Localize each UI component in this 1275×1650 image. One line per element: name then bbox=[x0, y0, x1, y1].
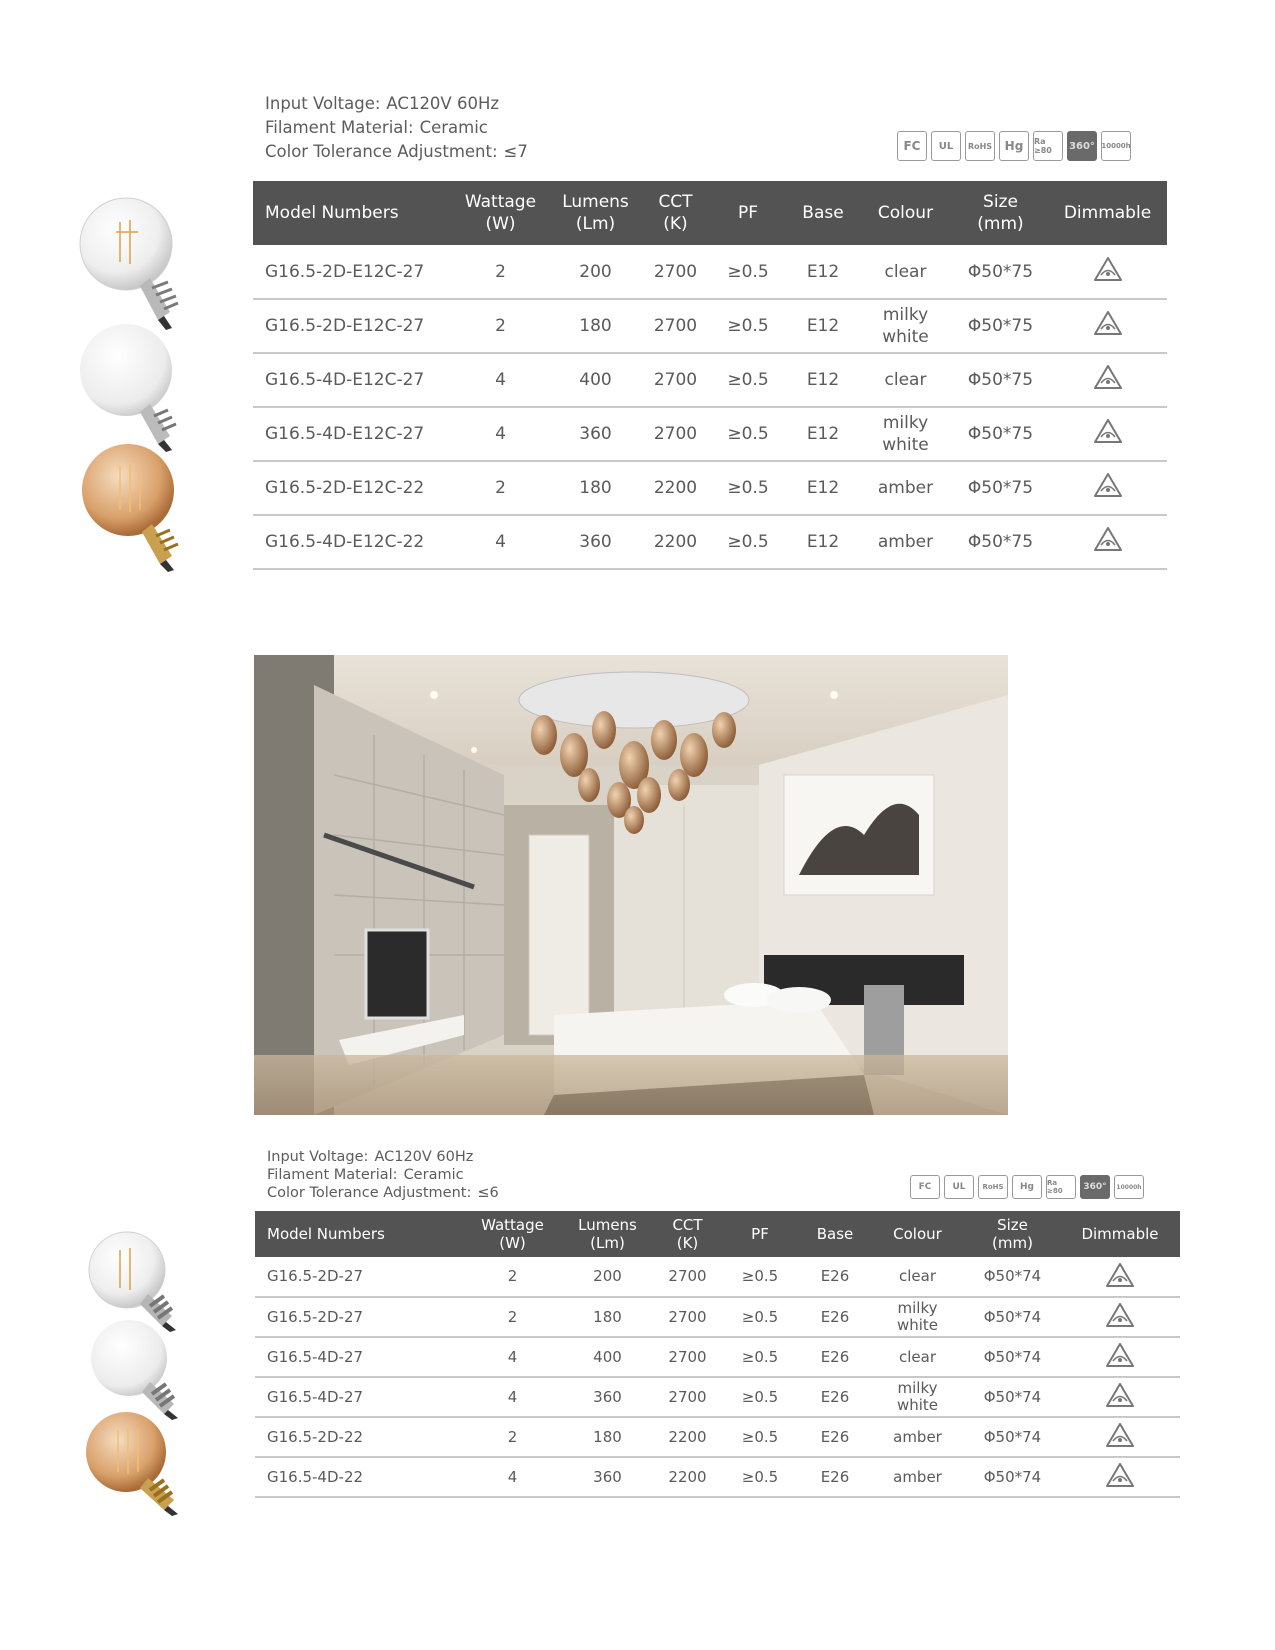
cell-colour: amber bbox=[858, 515, 953, 569]
cell-colour: amber bbox=[870, 1417, 965, 1457]
cell-base: E12 bbox=[788, 245, 858, 299]
cell-pf: ≥0.5 bbox=[720, 1297, 800, 1337]
table-row bbox=[255, 1257, 1180, 1297]
header-wattage: Wattage (W) bbox=[453, 181, 548, 245]
cell-base: E26 bbox=[800, 1417, 870, 1457]
header-base: Base bbox=[800, 1211, 870, 1257]
cert-icons-1 bbox=[897, 131, 1131, 161]
ra80-icon: Ra ≥80 bbox=[1033, 131, 1063, 161]
table-row bbox=[253, 461, 1167, 515]
spec-table-2 bbox=[255, 1211, 1180, 1498]
cell-colour: amber bbox=[858, 461, 953, 515]
dimmable-icon bbox=[1093, 526, 1123, 552]
cell-pf: ≥0.5 bbox=[708, 299, 788, 353]
dimmable-icon bbox=[1105, 1342, 1135, 1368]
header-model: Model Numbers bbox=[253, 181, 453, 245]
spec-color-tolerance: Color Tolerance Adjustment: ≤6 bbox=[267, 1185, 499, 1201]
table-row bbox=[253, 299, 1167, 353]
cell-pf: ≥0.5 bbox=[708, 245, 788, 299]
cell-lumens: 200 bbox=[548, 245, 643, 299]
cell-lumens: 400 bbox=[560, 1337, 655, 1377]
cell-size: Φ50*75 bbox=[953, 299, 1048, 353]
cell-lumens: 180 bbox=[560, 1417, 655, 1457]
cell-cct: 2200 bbox=[643, 461, 708, 515]
header-size: Size (mm) bbox=[965, 1211, 1060, 1257]
cell-base: E12 bbox=[788, 407, 858, 461]
cell-pf: ≥0.5 bbox=[720, 1417, 800, 1457]
cell-dimmable bbox=[1048, 407, 1167, 461]
cell-cct: 2700 bbox=[643, 407, 708, 461]
header-wattage: Wattage (W) bbox=[465, 1211, 560, 1257]
fcc-icon: FC bbox=[897, 131, 927, 161]
spec-list-1 bbox=[265, 92, 528, 164]
cell-size: Φ50*74 bbox=[965, 1337, 1060, 1377]
cell-lumens: 180 bbox=[560, 1297, 655, 1337]
ra80-icon: Ra ≥80 bbox=[1046, 1175, 1076, 1199]
spec-input-voltage: Input Voltage: AC120V 60Hz bbox=[267, 1149, 474, 1165]
table-header bbox=[255, 1211, 1180, 1257]
cell-dimmable bbox=[1060, 1457, 1180, 1497]
amber-bulb-e12-image bbox=[80, 438, 190, 573]
360-degree-icon: 360° bbox=[1067, 131, 1097, 161]
cell-size: Φ50*75 bbox=[953, 353, 1048, 407]
header-dimmable: Dimmable bbox=[1048, 181, 1167, 245]
cell-lumens: 180 bbox=[548, 461, 643, 515]
cell-base: E26 bbox=[800, 1457, 870, 1497]
cell-size: Φ50*75 bbox=[953, 515, 1048, 569]
cell-size: Φ50*74 bbox=[965, 1297, 1060, 1337]
cell-base: E26 bbox=[800, 1377, 870, 1417]
cell-cct: 2700 bbox=[655, 1377, 720, 1417]
table-header bbox=[253, 181, 1167, 245]
cell-pf: ≥0.5 bbox=[708, 353, 788, 407]
cell-lumens: 400 bbox=[548, 353, 643, 407]
cell-model: G16.5-4D-27 bbox=[255, 1377, 465, 1417]
fcc-icon: FC bbox=[910, 1175, 940, 1199]
cell-size: Φ50*75 bbox=[953, 461, 1048, 515]
cell-cct: 2700 bbox=[643, 299, 708, 353]
cell-cct: 2700 bbox=[655, 1297, 720, 1337]
table-row bbox=[255, 1457, 1180, 1497]
cell-size: Φ50*75 bbox=[953, 245, 1048, 299]
cell-watt: 2 bbox=[453, 461, 548, 515]
header-model: Model Numbers bbox=[255, 1211, 465, 1257]
cell-dimmable bbox=[1048, 353, 1167, 407]
cell-pf: ≥0.5 bbox=[720, 1257, 800, 1297]
cell-size: Φ50*74 bbox=[965, 1457, 1060, 1497]
cell-size: Φ50*74 bbox=[965, 1377, 1060, 1417]
header-base: Base bbox=[788, 181, 858, 245]
header-pf: PF bbox=[708, 181, 788, 245]
cert-icons-2 bbox=[910, 1175, 1144, 1199]
milky-bulb-e12-image bbox=[78, 318, 188, 453]
cell-cct: 2700 bbox=[655, 1257, 720, 1297]
cell-colour: milky white bbox=[858, 407, 953, 461]
cell-base: E26 bbox=[800, 1337, 870, 1377]
cell-watt: 2 bbox=[453, 245, 548, 299]
dimmable-icon bbox=[1105, 1302, 1135, 1328]
cell-model: G16.5-2D-E12C-22 bbox=[253, 461, 453, 515]
spec-input-voltage: Input Voltage: AC120V 60Hz bbox=[265, 94, 500, 113]
cell-base: E12 bbox=[788, 299, 858, 353]
cell-lumens: 360 bbox=[560, 1457, 655, 1497]
cell-watt: 4 bbox=[465, 1457, 560, 1497]
mercury-free-icon: Hg bbox=[999, 131, 1029, 161]
rohs-icon: RoHS bbox=[965, 131, 995, 161]
dimmable-icon bbox=[1105, 1422, 1135, 1448]
ul-icon: UL bbox=[944, 1175, 974, 1199]
cell-base: E12 bbox=[788, 515, 858, 569]
cell-watt: 2 bbox=[465, 1297, 560, 1337]
spec-color-tolerance: Color Tolerance Adjustment: ≤7 bbox=[265, 142, 528, 161]
lifetime-icon: 10000h bbox=[1101, 131, 1131, 161]
header-cct: CCT (K) bbox=[655, 1211, 720, 1257]
cell-model: G16.5-2D-E12C-27 bbox=[253, 299, 453, 353]
table-row bbox=[255, 1297, 1180, 1337]
cell-colour: milky white bbox=[870, 1297, 965, 1337]
cell-model: G16.5-4D-E12C-27 bbox=[253, 407, 453, 461]
cell-model: G16.5-2D-27 bbox=[255, 1257, 465, 1297]
cell-watt: 2 bbox=[465, 1417, 560, 1457]
table-row bbox=[255, 1337, 1180, 1377]
table-row bbox=[253, 353, 1167, 407]
header-cct: CCT (K) bbox=[643, 181, 708, 245]
rohs-icon: RoHS bbox=[978, 1175, 1008, 1199]
cell-dimmable bbox=[1060, 1297, 1180, 1337]
cell-dimmable bbox=[1060, 1417, 1180, 1457]
milky-bulb-e26-image bbox=[84, 1316, 194, 1421]
cell-cct: 2200 bbox=[655, 1457, 720, 1497]
spec-filament-material: Filament Material: Ceramic bbox=[265, 118, 488, 137]
cell-dimmable bbox=[1060, 1337, 1180, 1377]
spec-table-1 bbox=[253, 181, 1167, 570]
lifetime-icon: 10000h bbox=[1114, 1175, 1144, 1199]
cell-size: Φ50*75 bbox=[953, 407, 1048, 461]
header-colour: Colour bbox=[858, 181, 953, 245]
mercury-free-icon: Hg bbox=[1012, 1175, 1042, 1199]
cell-watt: 4 bbox=[465, 1377, 560, 1417]
bedroom-chandelier-photo bbox=[254, 655, 1008, 1115]
cell-model: G16.5-4D-27 bbox=[255, 1337, 465, 1377]
cell-colour: clear bbox=[858, 245, 953, 299]
cell-lumens: 360 bbox=[548, 407, 643, 461]
cell-colour: clear bbox=[858, 353, 953, 407]
cell-base: E12 bbox=[788, 461, 858, 515]
dimmable-icon bbox=[1093, 364, 1123, 390]
cell-colour: milky white bbox=[858, 299, 953, 353]
360-degree-icon: 360° bbox=[1080, 1175, 1110, 1199]
cell-pf: ≥0.5 bbox=[708, 515, 788, 569]
cell-base: E26 bbox=[800, 1297, 870, 1337]
cell-pf: ≥0.5 bbox=[708, 461, 788, 515]
cell-model: G16.5-4D-E12C-27 bbox=[253, 353, 453, 407]
dimmable-icon bbox=[1093, 310, 1123, 336]
table-row bbox=[253, 245, 1167, 299]
dimmable-icon bbox=[1105, 1462, 1135, 1488]
ul-icon: UL bbox=[931, 131, 961, 161]
cell-lumens: 200 bbox=[560, 1257, 655, 1297]
cell-model: G16.5-4D-22 bbox=[255, 1457, 465, 1497]
dimmable-icon bbox=[1105, 1262, 1135, 1288]
cell-dimmable bbox=[1060, 1257, 1180, 1297]
cell-cct: 2700 bbox=[655, 1337, 720, 1377]
cell-dimmable bbox=[1048, 245, 1167, 299]
cell-dimmable bbox=[1060, 1377, 1180, 1417]
cell-watt: 4 bbox=[453, 407, 548, 461]
table-row bbox=[253, 515, 1167, 569]
amber-bulb-e26-image bbox=[80, 1408, 195, 1518]
cell-model: G16.5-2D-27 bbox=[255, 1297, 465, 1337]
cell-lumens: 180 bbox=[548, 299, 643, 353]
cell-colour: amber bbox=[870, 1457, 965, 1497]
cell-pf: ≥0.5 bbox=[720, 1457, 800, 1497]
header-dimmable: Dimmable bbox=[1060, 1211, 1180, 1257]
cell-watt: 4 bbox=[453, 515, 548, 569]
dimmable-icon bbox=[1093, 418, 1123, 444]
cell-pf: ≥0.5 bbox=[708, 407, 788, 461]
cell-cct: 2700 bbox=[643, 353, 708, 407]
header-pf: PF bbox=[720, 1211, 800, 1257]
cell-watt: 2 bbox=[465, 1257, 560, 1297]
cell-lumens: 360 bbox=[560, 1377, 655, 1417]
dimmable-icon bbox=[1105, 1382, 1135, 1408]
header-size: Size (mm) bbox=[953, 181, 1048, 245]
spec-list-2 bbox=[267, 1148, 499, 1202]
cell-cct: 2700 bbox=[643, 245, 708, 299]
cell-base: E26 bbox=[800, 1257, 870, 1297]
spec-filament-material: Filament Material: Ceramic bbox=[267, 1167, 464, 1183]
cell-model: G16.5-2D-22 bbox=[255, 1417, 465, 1457]
cell-model: G16.5-2D-E12C-27 bbox=[253, 245, 453, 299]
cell-size: Φ50*74 bbox=[965, 1417, 1060, 1457]
cell-watt: 2 bbox=[453, 299, 548, 353]
cell-cct: 2200 bbox=[643, 515, 708, 569]
cell-watt: 4 bbox=[465, 1337, 560, 1377]
cell-pf: ≥0.5 bbox=[720, 1377, 800, 1417]
cell-dimmable bbox=[1048, 461, 1167, 515]
table-row bbox=[255, 1417, 1180, 1457]
header-colour: Colour bbox=[870, 1211, 965, 1257]
cell-colour: milky white bbox=[870, 1377, 965, 1417]
table-row bbox=[255, 1377, 1180, 1417]
cell-base: E12 bbox=[788, 353, 858, 407]
header-lumens: Lumens (Lm) bbox=[548, 181, 643, 245]
cell-dimmable bbox=[1048, 299, 1167, 353]
cell-dimmable bbox=[1048, 515, 1167, 569]
cell-size: Φ50*74 bbox=[965, 1257, 1060, 1297]
cell-colour: clear bbox=[870, 1337, 965, 1377]
cell-pf: ≥0.5 bbox=[720, 1337, 800, 1377]
cell-lumens: 360 bbox=[548, 515, 643, 569]
cell-cct: 2200 bbox=[655, 1417, 720, 1457]
cell-colour: clear bbox=[870, 1257, 965, 1297]
header-lumens: Lumens (Lm) bbox=[560, 1211, 655, 1257]
cell-watt: 4 bbox=[453, 353, 548, 407]
cell-model: G16.5-4D-E12C-22 bbox=[253, 515, 453, 569]
clear-bulb-e12-image bbox=[78, 192, 188, 332]
table-row bbox=[253, 407, 1167, 461]
dimmable-icon bbox=[1093, 472, 1123, 498]
dimmable-icon bbox=[1093, 256, 1123, 282]
